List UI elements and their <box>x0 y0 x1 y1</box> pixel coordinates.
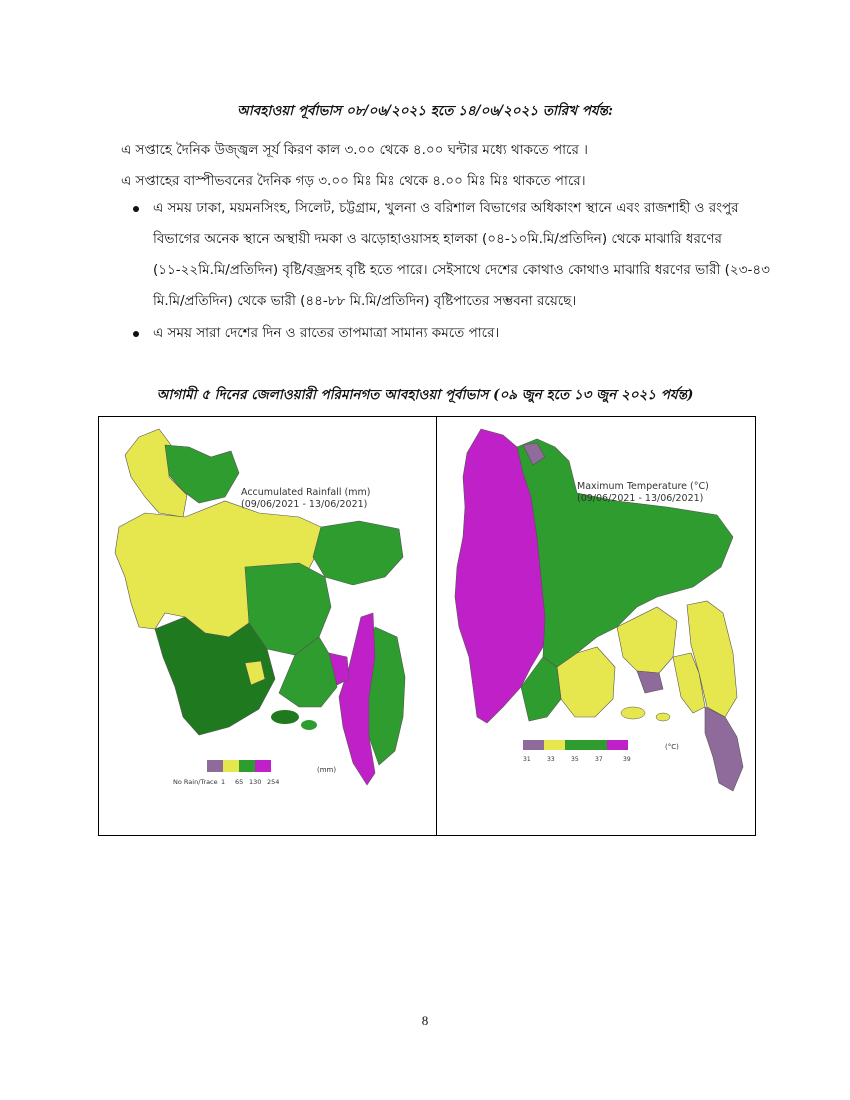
sunshine-line: এ সপ্তাহে দৈনিক উজ্জ্বল সূর্য কিরণ কাল ৩.০০ থেকে ৪.০০ ঘন্টার মধ্যে থাকতে পারে । <box>121 142 589 158</box>
legend-swatch <box>239 760 255 772</box>
legend-swatch <box>586 740 607 750</box>
legend-swatch <box>607 740 628 750</box>
legend-label: 37 <box>595 756 603 763</box>
evaporation-line: এ সপ্তাহের বাস্পীভবনের দৈনিক গড় ৩.০০ মিঃ মিঃ থেকে ৪.০০ মিঃ মিঃ থাকতে পারে। <box>121 173 586 189</box>
rainfall-region <box>313 521 403 585</box>
rainfall-map <box>99 417 435 835</box>
rainfall-map-period: (09/06/2021 - 13/06/2021) <box>241 499 368 510</box>
document-heading: আবহাওয়া পূর্বাভাস ০৮/০৬/২০২১ হতে ১৪/০৬/২০২১ তারিখ পর্যন্ত: <box>237 103 613 119</box>
legend-label: 39 <box>623 756 631 763</box>
legend-swatch <box>544 740 565 750</box>
temperature-map-title: Maximum Temperature (°C) <box>577 481 709 492</box>
temperature-bullet: এ সময় সারা দেশের দিন ও রাতের তাপমাত্রা সামান্য কমতে পারে। <box>153 325 500 341</box>
legend-label: 31 <box>523 756 531 763</box>
map-section-title: আগামী ৫ দিনের জেলাওয়ারী পরিমানগত আবহাওয়া পূর্বাভাস (০৯ জুন হতে ১৩ জুন ২০২১ পর্যন্ত) <box>156 387 694 403</box>
temperature-map <box>437 417 755 835</box>
legend-swatch <box>255 760 271 772</box>
legend-label: 65 <box>235 778 244 786</box>
legend-label: 35 <box>571 756 579 763</box>
legend-label: 254 <box>267 778 280 786</box>
rainfall-map-title: Accumulated Rainfall (mm) <box>241 487 371 498</box>
legend-label: 130 <box>249 778 262 786</box>
legend-swatch <box>223 760 239 772</box>
legend-unit: (mm) <box>317 766 337 774</box>
rainfall-bullet: এ সময় ঢাকা, ময়মনসিংহ, সিলেট, চট্টগ্রাম, খুলনা ও বরিশাল বিভাগের অধিকাংশ স্থানে এবং রাজশাহী ও রংপুর বিভাগের অনেক স্থানে অস্থায়ী দমকা ও ঝড়োহাওয়াসহ হালকা (০৪-১০মি.মি/প্রতিদিন) থেকে মাঝারি ধরণের (১১-২২মি.মি/প্রতিদিন) বৃষ্টি/বজ্রসহ বৃষ্টি হতে পারে। সেইসাথে দেশের কোথাও কোথাও মাঝারি ধরণের ভারী (২৩-৪৩ মি.মি/প্রতিদিন) থেকে ভারী (৪৪-৮৮ মি.মি/প্রতিদিন) বৃষ্টিপাতের সম্ভবনা রয়েছে। <box>153 200 770 309</box>
temperature-region <box>637 671 663 693</box>
rainfall-island <box>271 710 299 724</box>
rainfall-island <box>301 720 317 730</box>
legend-label: 1 <box>221 778 226 786</box>
temperature-map-period: (09/06/2021 - 13/06/2021) <box>577 493 704 504</box>
temperature-island <box>656 713 670 721</box>
legend-label: No Rain/Trace <box>173 778 218 786</box>
page-number: 8 <box>421 1013 429 1028</box>
temperature-island <box>621 707 645 719</box>
bullet-marker <box>133 206 139 212</box>
legend-unit: (°C) <box>665 743 679 751</box>
temperature-region <box>705 707 743 791</box>
legend-swatch <box>523 740 544 750</box>
bullet-marker <box>133 331 139 337</box>
legend-swatch <box>207 760 223 772</box>
legend-swatch <box>565 740 586 750</box>
legend-label: 33 <box>547 756 555 763</box>
